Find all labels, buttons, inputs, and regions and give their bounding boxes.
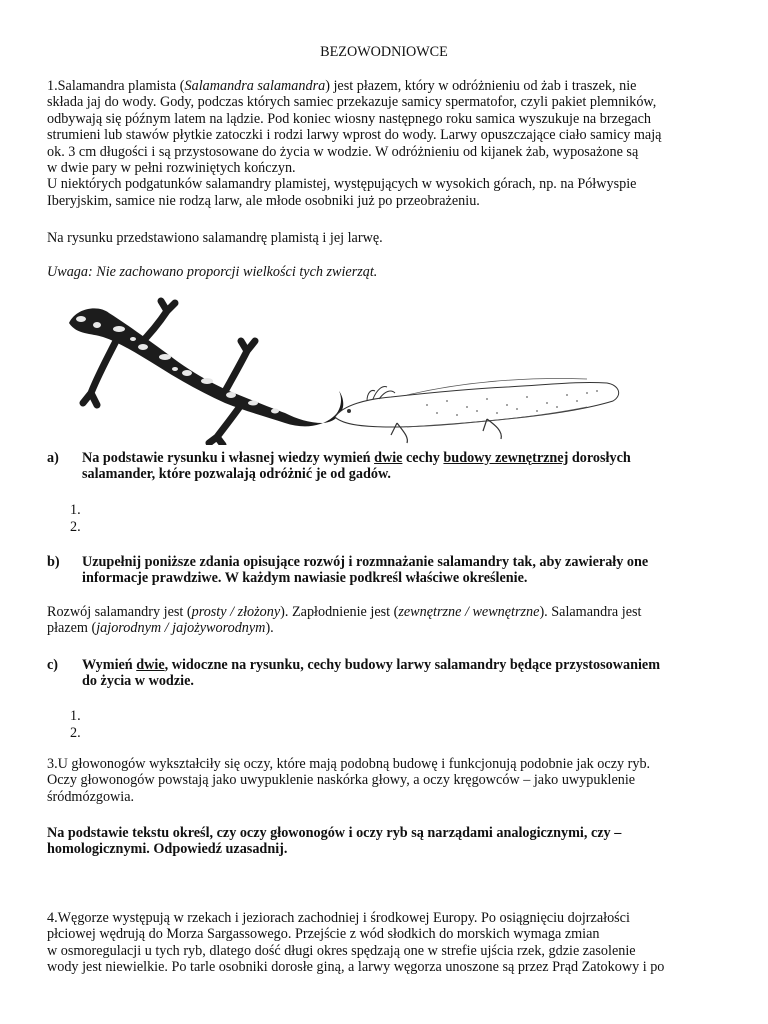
answer-c-1[interactable]: 1. (70, 708, 81, 724)
option-reproduction[interactable]: jajorodnym / jajożyworodnym (96, 620, 266, 637)
underlined-two: dwie (374, 450, 403, 466)
salamander-figure (47, 295, 627, 445)
question-4-text: 4.Węgorze występują w rzekach i jeziorach zachodniej i środkowej Europy. Po osiągnięciu dojrzałości płciowej wędrują do Morza Sargassowego. Przejście z wód słodkich do morskich wymaga zmian w osmoregulacji u tych ryb, dlatego dość długi okres spędzają one w strefie ujścia rzek, gdzie zasolenie wody jest niewielkie. Po tarle osobniki dorosłe giną, a larwy węgorza unoszone są przez Prąd Zatokowy i po (47, 910, 665, 976)
question-a-text: Na podstawie rysunku i własnej wiedzy wymień dwie cechy budowy zewnętrznej dorosłych salamander, które pozwalają odróżnić je od gadów. (82, 450, 631, 483)
question-b-sentences: Rozwój salamandry jest (prosty / złożony). Zapłodnienie jest (zewnętrzne / wewnętrzne). Salamandra jest płazem (jajorodnym / jajożyworodnym). (47, 604, 642, 637)
answer-a-1[interactable]: 1. (70, 502, 81, 518)
figure-caption: Na rysunku przedstawiono salamandrę plamistą i jej larwę. (47, 230, 383, 246)
question-c-text: Wymień dwie, widoczne na rysunku, cechy budowy larwy salamandry będące przystosowaniem do życia w wodzie. (82, 657, 661, 690)
underlined-two-c: dwie (136, 657, 165, 673)
question-3-text: 3.U głowonogów wykształciły się oczy, które mają podobną budowę i funkcjonują podobnie jak oczy ryb. Oczy głowonogów powstają jako uwypuklenie naskórka głowy, a oczy kręgowców – jako uwypuklenie śródmózgowia. (47, 756, 651, 805)
question-a-letter: a) (47, 450, 59, 466)
question-c-letter: c) (47, 657, 59, 673)
adult-salamander-illustration (69, 301, 343, 445)
q1-line-8: Iberyjskim, samice nie rodzą larw, ale młode osobniki już po przeobrażeniu. (47, 192, 480, 209)
option-fertilization[interactable]: zewnętrzne / wewnętrzne (398, 604, 540, 620)
question-b-text: Uzupełnij poniższe zdania opisujące rozwój i rozmnażanie salamandry tak, aby zawierały one informacje prawdziwe. W każdym nawiasie podkreśl właściwe określenie. (82, 554, 649, 587)
latin-name: Salamandra salamandra (184, 78, 326, 94)
document-title: BEZOWODNIOWCE (320, 44, 448, 60)
question-1-text (47, 78, 727, 209)
q1-line-3: odbywają się późnym latem na lądzie. Pod koniec wiosny następnego roku samica wyszukuje na brzegach (47, 110, 651, 127)
q1-line-6: w dwie pary w pełni rozwiniętych kończyn. (47, 160, 296, 177)
q1-line-4: strumieni lub stawów płytkie zatoczki i rodzi larwy wprost do wody. Larwy opuszczające ciało samicy mają (47, 127, 662, 144)
q1-line-5: ok. 3 cm długości i są przystosowane do życia w wodzie. W odróżnieniu od kijanek żab, wyposażone są (47, 143, 639, 160)
question-3-task: Na podstawie tekstu określ, czy oczy głowonogów i oczy ryb są narządami analogicznymi, czy – homologicznymi. Odpowiedź uzasadnij. (47, 825, 622, 858)
underlined-external-structure: budowy zewnętrznej (443, 450, 569, 466)
question-b-letter: b) (47, 554, 60, 570)
larva-illustration (335, 379, 619, 443)
q1-line-2: składa jaj do wody. Gody, podczas których samiec przekazuje samicy spermatofor, czyli pakiet plemników, (47, 94, 657, 111)
q1-line-1: 1.Salamandra plamista (Salamandra salamandra) jest płazem, który w odróżnieniu od żab i traszek, nie (47, 78, 637, 94)
option-development[interactable]: prosty / złożony (191, 604, 281, 620)
answer-c-2[interactable]: 2. (70, 725, 81, 741)
figure-note: Uwaga: Nie zachowano proporcji wielkości tych zwierząt. (47, 264, 378, 280)
q1-line-7: U niektórych podgatunków salamandry plamistej, występujących w wysokich górach, np. na Półwyspie (47, 176, 637, 193)
answer-a-2[interactable]: 2. (70, 519, 81, 535)
